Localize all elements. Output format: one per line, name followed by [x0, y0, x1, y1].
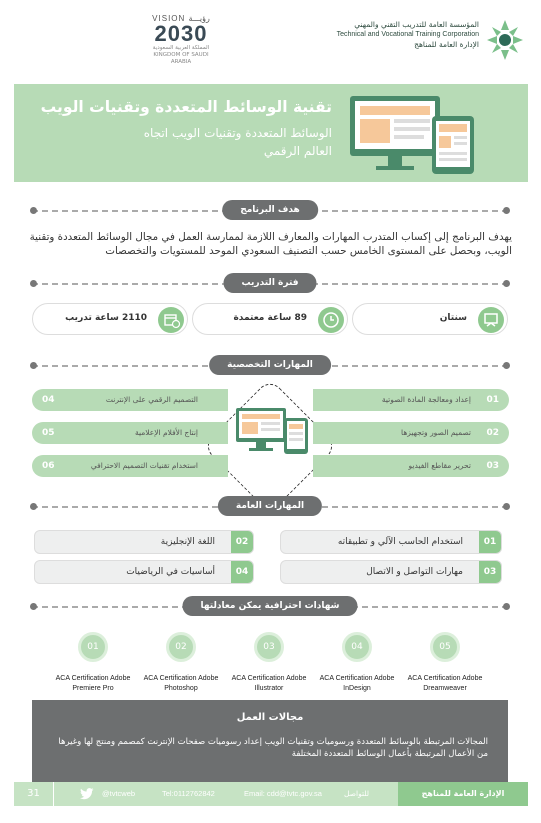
footer-email[interactable]: Email: cdd@tvtc.gov.sa: [244, 789, 322, 798]
goal-section-header: [32, 200, 508, 220]
cert-label: ACA Certification Adobe Illustrator: [231, 675, 307, 692]
goal-heading: هدف البرنامج: [222, 200, 318, 220]
vision-country-en: KINGDOM OF SAUDI ARABIA: [153, 52, 209, 65]
cert-number: 03: [254, 632, 284, 662]
careers-text: المجالات المرتبطة بالوسائط المتعددة ورسوميات وتقنيات الويب إعداد رسوميات صفحات الإنترنت كمصمم ومنتج لها وغيرها من الأعمال المرتبطة بأعمال الوسائط المتعددة المختلفة: [58, 737, 488, 759]
footer-contact: للتواصل: [344, 789, 370, 798]
skill-number: 01: [479, 531, 501, 553]
skill-label: التصميم الرقمي على الإنترنت: [105, 395, 198, 404]
dept-name-ar: الإدارة العامة للمناهج: [414, 40, 479, 49]
skill-label: أساسيات في الرياضيات: [126, 567, 215, 577]
cert-item-01: [48, 632, 138, 694]
presentation-board-icon: [478, 307, 504, 333]
specialized-heading: المهارات التخصصية: [209, 355, 331, 375]
tvtc-emblem-icon: [485, 18, 525, 62]
duration-section-header: [32, 273, 508, 293]
tvtc-logo: [336, 16, 527, 70]
vision-2030-logo: [146, 14, 216, 64]
skill-number: 02: [486, 428, 499, 438]
skill-label: استخدام تقنيات التصميم الاحترافي: [90, 461, 198, 470]
calendar-clock-icon: [158, 307, 184, 333]
goal-text: يهدف البرنامج إلى إكساب المتدرب المهارات والمعارف اللازمة لممارسة العمل في مجال الوسائط المتعددة وتقنية الويب، وبحصل على المستوى الخامس حسب التصنيف السعودي الموحد للمستويات والتخصصات: [29, 231, 512, 257]
specialized-skill-01: [313, 389, 509, 411]
general-heading: المهارات العامة: [218, 496, 322, 516]
footer-twitter[interactable]: @tvtcweb: [102, 789, 136, 798]
specialized-skill-02: [313, 422, 509, 444]
cert-label: ACA Certification Adobe Dreamweaver: [407, 675, 483, 692]
skill-number: 03: [486, 461, 499, 471]
duration-credit-hours-label: 89 ساعة معتمدة: [233, 313, 307, 323]
specialized-skill-05: [32, 422, 228, 444]
general-skill-01: [280, 530, 502, 554]
skill-label: إعداد ومعالجة المادة الصوتية: [381, 395, 471, 404]
skill-number: 03: [479, 561, 501, 583]
program-banner: [14, 84, 528, 182]
org-name-ar: المؤسسة العامة للتدريب التقني والمهني: [354, 20, 479, 29]
cert-label: ACA Certification Adobe Premiere Pro: [55, 675, 131, 692]
skill-label: تحرير مقاطع الفيديو: [408, 461, 471, 470]
skill-number: 04: [231, 561, 253, 583]
cert-label: ACA Certification Adobe InDesign: [319, 675, 395, 692]
careers-heading: مجالات العمل: [236, 712, 304, 723]
careers-panel: [32, 700, 508, 782]
skill-number: 06: [42, 461, 55, 471]
skill-label: تصميم الصور وتجهيزها: [401, 428, 471, 437]
org-name-en: Technical and Vocational Training Corporation: [336, 31, 479, 38]
cert-item-03: [224, 632, 314, 694]
general-skill-02: [34, 530, 254, 554]
general-skill-04: [34, 560, 254, 584]
cert-item-02: [136, 632, 226, 694]
duration-heading: فترة التدريب: [223, 273, 316, 293]
skill-number: 04: [42, 395, 55, 405]
cert-item-05: [400, 632, 490, 694]
cert-number: 04: [342, 632, 372, 662]
page-number: 31: [14, 782, 54, 806]
vision-label-ar: رؤيـــة: [188, 14, 210, 23]
certs-section-header: [32, 596, 508, 616]
cert-number: 01: [78, 632, 108, 662]
general-skill-03: [280, 560, 502, 584]
specialized-skill-06: [32, 455, 228, 477]
skill-number: 01: [486, 395, 499, 405]
twitter-icon: [80, 788, 94, 800]
monitor-tablet-small-icon: [234, 406, 310, 456]
skill-label: اللغة الإنجليزية: [160, 537, 215, 547]
footer-bar: [14, 782, 528, 806]
general-section-header: [32, 496, 508, 516]
program-subtitle: الوسائط المتعددة وتقنيات الويب اتجاه العالم الرقمي: [143, 126, 332, 158]
specialized-skill-04: [32, 389, 228, 411]
duration-training-hours-label: 2110 ساعة تدريب: [65, 313, 147, 323]
footer-tel[interactable]: Tel:0112762842: [162, 789, 215, 798]
skill-label: مهارات التواصل و الاتصال: [366, 567, 463, 577]
monitor-tablet-icon: [346, 94, 478, 178]
footer-dept: الإدارة العامة للمناهج: [398, 782, 528, 806]
vision-country-ar: المملكة العربية السعودية: [152, 45, 210, 51]
specialized-skill-03: [313, 455, 509, 477]
skill-label: استخدام الحاسب الآلي و تطبيقاته: [337, 537, 463, 547]
duration-card-years: [352, 303, 508, 335]
cert-number: 02: [166, 632, 196, 662]
certs-heading: شهادات احترافية يمكن معادلتها: [182, 596, 357, 616]
skill-number: 05: [42, 428, 55, 438]
vision-year: 2030: [154, 21, 208, 46]
skill-label: إنتاج الأفلام الإعلامية: [134, 428, 198, 437]
specialized-section-header: [32, 355, 508, 375]
program-title: تقنية الوسائط المتعددة وتقنيات الويب: [40, 98, 332, 116]
duration-card-training-hours: [32, 303, 188, 335]
skill-number: 02: [231, 531, 253, 553]
cert-label: ACA Certification Adobe Photoshop: [143, 675, 219, 692]
duration-years-label: سنتان: [439, 313, 467, 323]
vision-label: VISION: [152, 14, 186, 23]
duration-card-credit-hours: [192, 303, 348, 335]
cert-number: 05: [430, 632, 460, 662]
clock-icon: [318, 307, 344, 333]
cert-item-04: [312, 632, 402, 694]
